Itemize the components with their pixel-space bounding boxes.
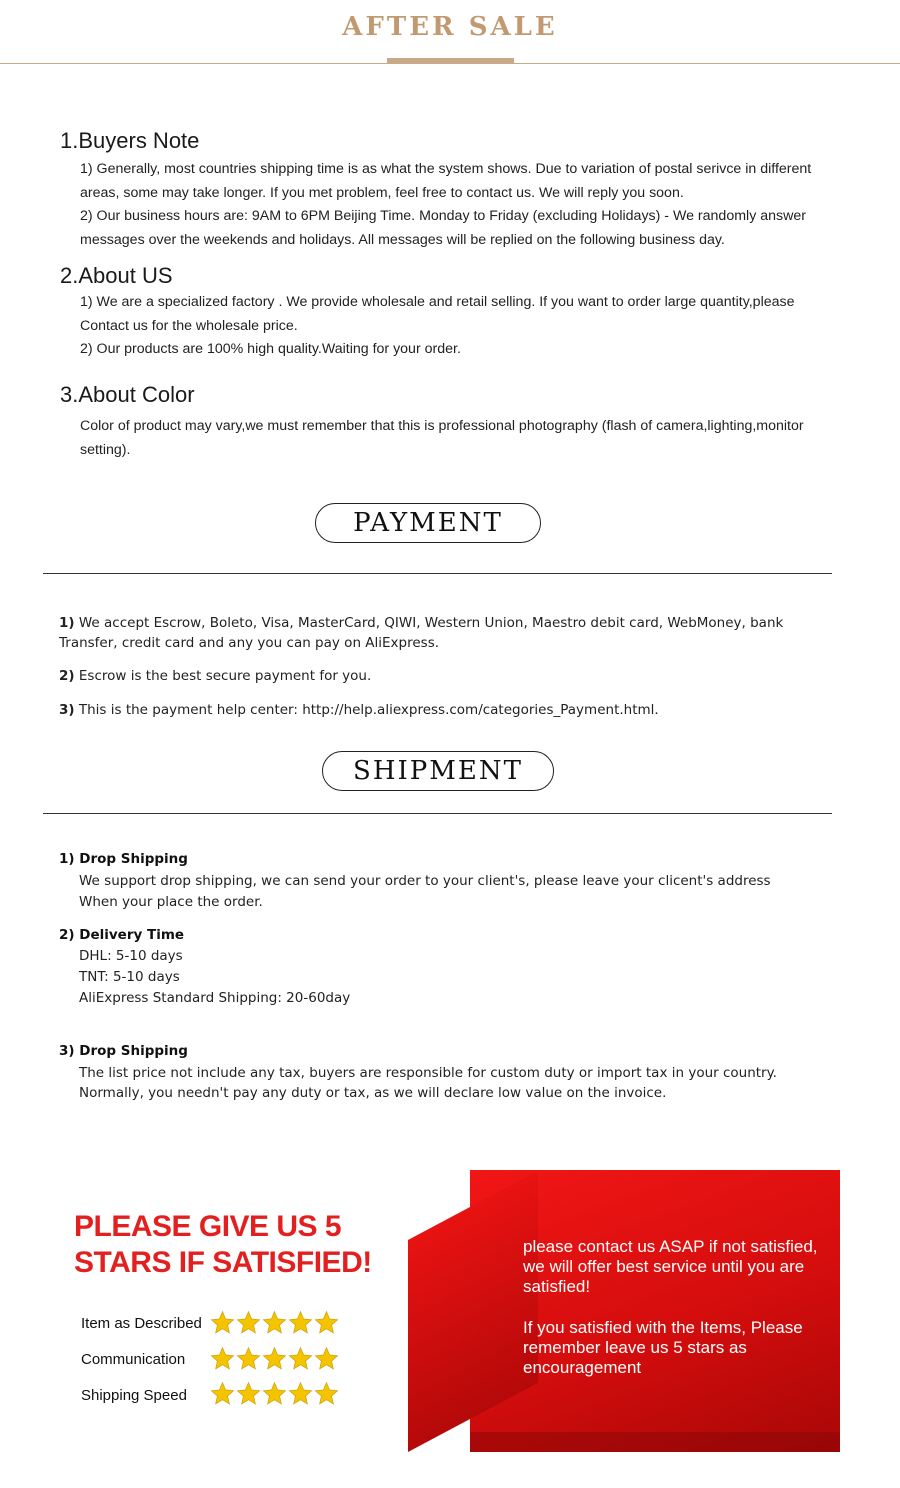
tax-heading: 3) Drop Shipping (59, 1043, 188, 1059)
rating-label-item-as-described: Item as Described (81, 1315, 202, 1332)
page-title: AFTER SALE (342, 12, 558, 42)
banner-shadow (470, 1432, 840, 1452)
payment-item-number: 1) (59, 615, 75, 631)
delivery-time-line: TNT: 5-10 days (79, 969, 180, 985)
delivery-time-heading: 2) Delivery Time (59, 927, 185, 943)
payment-item-text: We accept Escrow, Boleto, Visa, MasterCard, QIWI, Western Union, Maestro debit card, WebMoney, bank Transfer, credit card and any you can pay on AliExpress. (59, 615, 784, 651)
star-icon (210, 1310, 235, 1335)
drop-shipping-line: We support drop shipping, we can send your order to your client's, please leave your clicent's address (79, 873, 771, 889)
shipment-section-title: SHIPMENT (322, 751, 554, 791)
star-icon (314, 1346, 339, 1371)
payment-item-2 (59, 666, 819, 686)
about-us-heading: 2.About US (60, 263, 173, 288)
payment-item-3 (59, 700, 819, 720)
banner-message-contact: please contact us ASAP if not satisfied, we will offer best service until you are satisfied! (523, 1237, 818, 1296)
payment-item-number: 3) (59, 702, 75, 718)
about-us-paragraph-1: 1) We are a specialized factory . We provide wholesale and retail selling. If you want to order large quantity,please Contact us for the wholesale price. (80, 294, 795, 334)
star-icon (288, 1346, 313, 1371)
payment-item-1 (59, 613, 819, 653)
buyers-note-heading: 1.Buyers Note (60, 128, 200, 153)
payment-item-text: This is the payment help center: http://help.aliexpress.com/categories_Payment.html. (78, 702, 659, 718)
star-icon (236, 1346, 261, 1371)
delivery-time-line: DHL: 5-10 days (79, 948, 183, 964)
payment-section-title: PAYMENT (315, 503, 541, 543)
star-icon (314, 1310, 339, 1335)
delivery-time-line: AliExpress Standard Shipping: 20-60day (79, 990, 351, 1006)
star-icon (262, 1310, 287, 1335)
shipment-divider (43, 813, 832, 814)
rating-stars-communication (210, 1346, 339, 1371)
payment-divider (43, 573, 832, 574)
five-star-banner (60, 1170, 840, 1452)
drop-shipping-heading: 1) Drop Shipping (59, 851, 188, 867)
buyers-note-paragraph-2: 2) Our business hours are: 9AM to 6PM Beijing Time. Monday to Friday (excluding Holidays) - We randomly answer messages over the weekends and holidays. All messages will be replied on the following business day. (80, 208, 806, 248)
star-icon (262, 1381, 287, 1406)
tax-line: The list price not include any tax, buyers are responsible for custom duty or import tax in your country. (79, 1065, 777, 1081)
rating-stars-item-as-described (210, 1310, 339, 1335)
rating-label-shipping-speed: Shipping Speed (81, 1387, 187, 1404)
star-icon (236, 1310, 261, 1335)
rating-label-communication: Communication (81, 1351, 186, 1368)
star-icon (314, 1381, 339, 1406)
drop-shipping-line: When your place the order. (79, 894, 263, 910)
rating-stars-shipping-speed (210, 1381, 339, 1406)
buyers-note-paragraph-1: 1) Generally, most countries shipping time is as what the system shows. Due to variation of postal serivce in different areas, some may take longer. If you met problem, feel free to contact us. We will reply you soon. (80, 161, 812, 201)
tax-line: Normally, you needn't pay any duty or tax, as we will declare low value on the invoice. (79, 1085, 667, 1101)
banner-title-line-1: PLEASE GIVE US 5 (74, 1210, 342, 1243)
about-us-paragraph-2: 2) Our products are 100% high quality.Waiting for your order. (80, 341, 461, 357)
star-icon (210, 1381, 235, 1406)
star-icon (288, 1310, 313, 1335)
payment-item-text: Escrow is the best secure payment for you. (78, 668, 372, 684)
banner-message-encouragement: If you satisfied with the Items, Please remember leave us 5 stars as encouragement (523, 1318, 803, 1377)
about-color-heading: 3.About Color (60, 382, 195, 407)
payment-item-number: 2) (59, 668, 75, 684)
star-icon (236, 1381, 261, 1406)
star-icon (210, 1346, 235, 1371)
about-color-paragraph: Color of product may vary,we must remember that this is professional photography (flash of camera,lighting,monitor setting). (80, 418, 804, 458)
banner-title-line-2: STARS IF SATISFIED! (74, 1246, 372, 1279)
star-icon (262, 1346, 287, 1371)
header-accent-bar (387, 58, 514, 64)
star-icon (288, 1381, 313, 1406)
